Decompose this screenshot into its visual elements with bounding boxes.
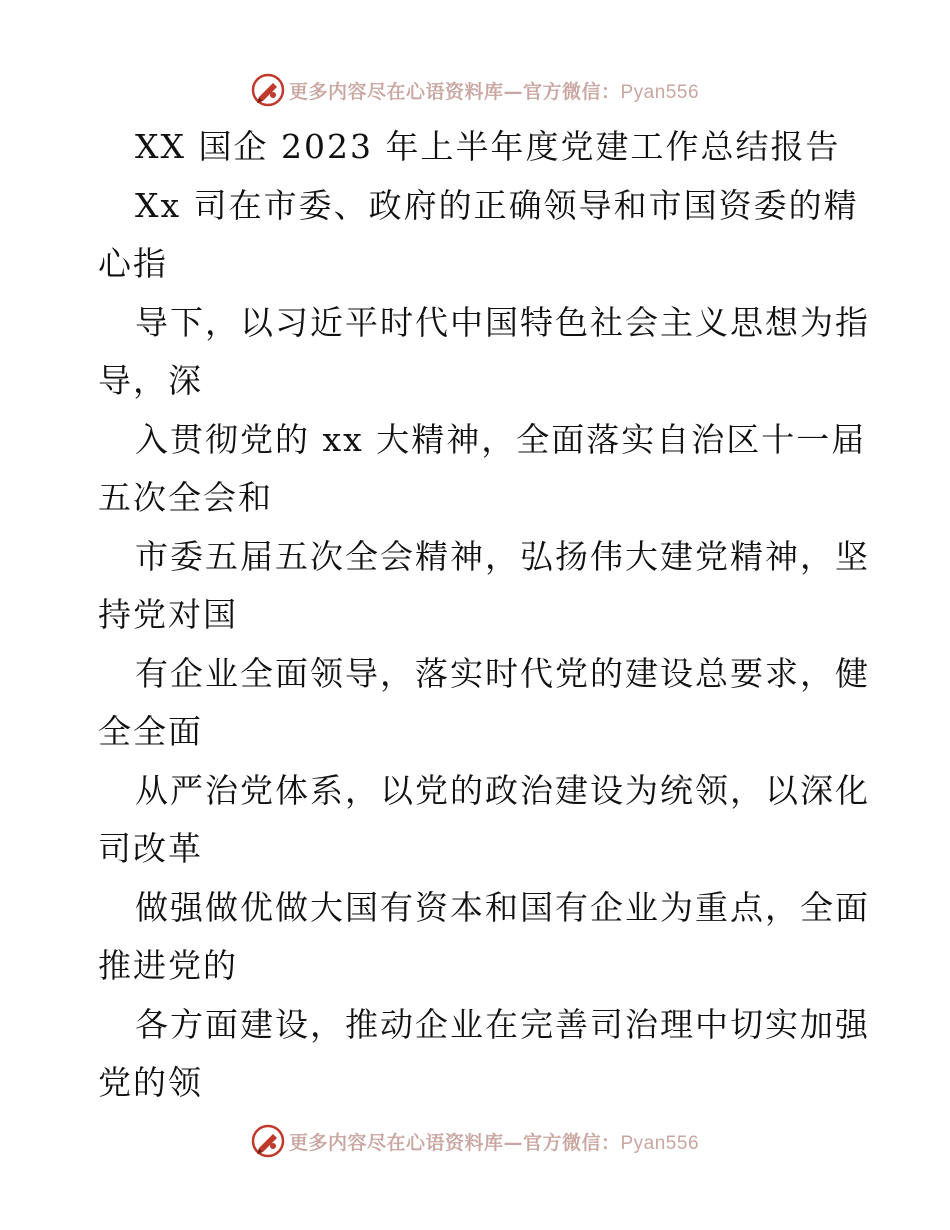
paragraph-line: 从严治党体系，以党的政治建设为统领，以深化 xyxy=(135,770,870,810)
footer-watermark xyxy=(0,1121,950,1161)
paragraph-line: 全全面 xyxy=(98,712,203,751)
paragraph-line: 有企业全面领导，落实时代党的建设总要求，健 xyxy=(135,653,870,693)
paragraph-line: 推进党的 xyxy=(98,946,238,985)
paragraph-line: 心指 xyxy=(98,244,168,283)
paragraph-line: 司改革 xyxy=(98,829,203,868)
watermark-label: 更多内容尽在心语资料库—官方微信： xyxy=(288,1131,621,1154)
paragraph-line: 导，深 xyxy=(98,361,203,400)
watermark-handle: Pyan556 xyxy=(620,81,700,103)
watermark-text xyxy=(289,1128,699,1155)
header-watermark xyxy=(0,70,950,110)
pen-logo-icon xyxy=(251,73,285,107)
watermark-label: 更多内容尽在心语资料库—官方微信： xyxy=(288,80,621,103)
document-body xyxy=(98,118,870,1113)
watermark-text xyxy=(289,77,699,104)
paragraph-line: 做强做优做大国有资本和国有企业为重点，全面 xyxy=(135,887,870,927)
watermark-handle: Pyan556 xyxy=(620,1132,700,1154)
paragraph-line: 持党对国 xyxy=(98,595,238,634)
paragraph-line: 五次全会和 xyxy=(98,478,273,517)
paragraph-line: 党的领 xyxy=(98,1063,203,1102)
paragraph-line: 导下，以习近平时代中国特色社会主义思想为指 xyxy=(135,302,870,342)
paragraph-line: 市委五届五次全会精神，弘扬伟大建党精神，坚 xyxy=(135,536,870,576)
paragraph-line: 各方面建设，推动企业在完善司治理中切实加强 xyxy=(135,1004,870,1044)
paragraph-line: 入贯彻党的 xx 大精神，全面落实自治区十一届 xyxy=(135,419,867,459)
pen-logo-icon xyxy=(251,1124,285,1158)
paragraph-line: Xx 司在市委、政府的正确领导和市国资委的精 xyxy=(135,185,859,225)
document-title: XX 国企 2023 年上半年度党建工作总结报告 xyxy=(135,127,841,166)
